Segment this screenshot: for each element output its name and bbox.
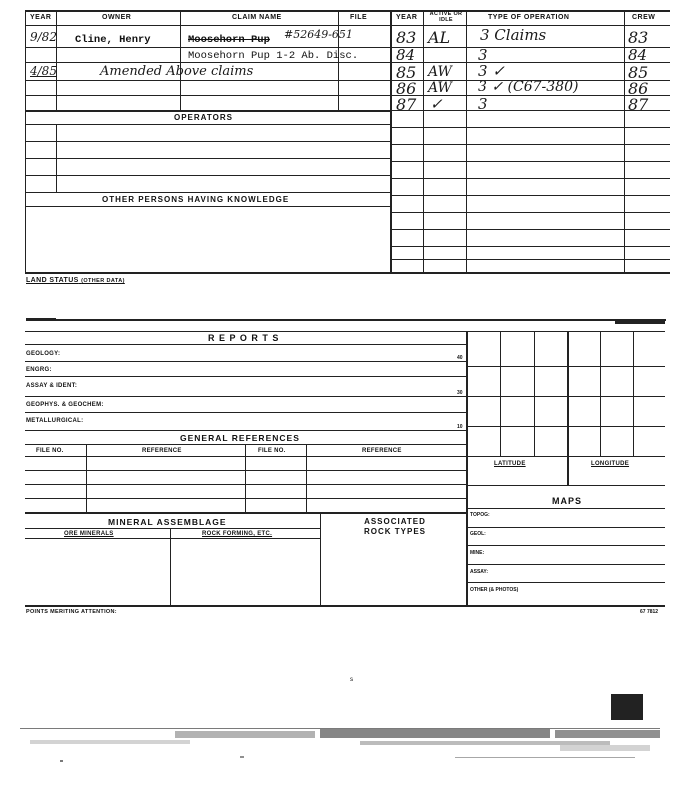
claim-row-2-claim: Moosehorn Pup 1-2 Ab. Disc. [188,50,359,62]
genref-col-ref1: REFERENCE [142,448,182,454]
scan-block [611,694,643,720]
op-row-2-type: 3 [478,46,488,64]
claim-row-1-year: 9/82 [30,30,57,44]
op-row-5-type: 3 [478,95,488,113]
col-active-header: ACTIVE OR IDLE [429,11,463,23]
op-row-4-status: AW [428,80,452,96]
report-metallurgical-num: 10 [457,424,463,430]
general-references-title: GENERAL REFERENCES [180,433,300,443]
genref-col-ref2: REFERENCE [362,448,402,454]
claim-row-1-owner: Cline, Henry [75,34,151,46]
col-year-header: YEAR [30,14,52,21]
land-status-heading [26,277,125,284]
op-row-1-status: AL [428,28,451,47]
claim-row-1-claim: Moosehorn Pup [188,34,270,46]
op-row-5-status: ✓ [430,95,443,113]
report-engrg-label: ENGRG: [26,367,52,373]
form-number: 67 7812 [640,609,659,615]
stray-mark: ˢ [350,675,354,685]
claim-row-3-owner: Amended Above claims [100,64,254,79]
mineral-assemblage-title: MINERAL ASSEMBLAGE [108,517,227,527]
maps-assay: ASSAY: [470,569,489,575]
longitude-label: LONGITUDE [591,461,630,467]
report-geophys-label: GEOPHYS. & GEOCHEM: [26,402,104,408]
col-crew-header: CREW [632,14,656,21]
maps-topog: TOPOG: [470,512,490,518]
maps-geol: GEOL: [470,531,486,537]
claim-row-1-file-note: #52649-651 [284,28,353,41]
report-geology-label: GEOLOGY: [26,351,61,357]
op-row-1-crew: 83 [628,28,649,47]
op-row-2-crew: 84 [628,46,648,64]
genref-col-file2: FILE NO. [258,448,286,454]
operators-label: OPERATORS [174,113,233,122]
genref-col-file1: FILE NO. [36,448,64,454]
maps-mine: MINE: [470,550,485,556]
report-assay-label: ASSAY & IDENT: [26,383,78,389]
col-owner-header: OWNER [102,14,132,21]
land-status-label: LAND STATUS [26,277,79,284]
col-year2-header: YEAR [396,14,418,21]
report-assay-num: 30 [457,390,463,396]
op-row-3-year: 85 [396,63,417,82]
report-geology-num: 40 [457,355,463,361]
op-row-3-type: 3 ✓ [478,62,505,80]
op-row-4-year: 86 [396,79,417,98]
op-row-3-crew: 85 [628,63,649,82]
col-file-header: FILE [350,14,368,21]
points-meriting-attention: POINTS MERITING ATTENTION: [26,609,117,615]
op-row-5-year: 87 [396,95,417,114]
op-row-4-type: 3 ✓ (C67-380) [478,79,579,95]
ore-minerals-label: ORE MINERALS [64,531,114,537]
col-type-header: TYPE OF OPERATION [488,14,570,21]
report-metallurgical-label: METALLURGICAL: [26,418,84,424]
claim-row-3-year: 4/85 [30,64,57,78]
op-row-1-type: 3 Claims [480,26,547,44]
op-row-1-year: 83 [396,28,417,47]
maps-other: OTHER (& PHOTOS) [470,587,519,593]
associated-rock-types: ASSOCIATED ROCK TYPES [363,517,426,536]
col-claim-name-header: CLAIM NAME [232,14,282,21]
land-status-sub: (OTHER DATA) [81,278,125,284]
latitude-label: LATITUDE [494,461,526,467]
rock-forming-label: ROCK FORMING, ETC. [202,531,273,537]
op-row-5-crew: 87 [628,95,649,114]
op-row-3-status: AW [428,64,452,80]
maps-title: MAPS [552,496,583,506]
op-row-4-crew: 86 [628,79,649,98]
op-row-2-year: 84 [396,46,416,64]
reports-title: R E P O R T S [208,333,280,343]
other-persons-label: OTHER PERSONS HAVING KNOWLEDGE [102,195,290,204]
